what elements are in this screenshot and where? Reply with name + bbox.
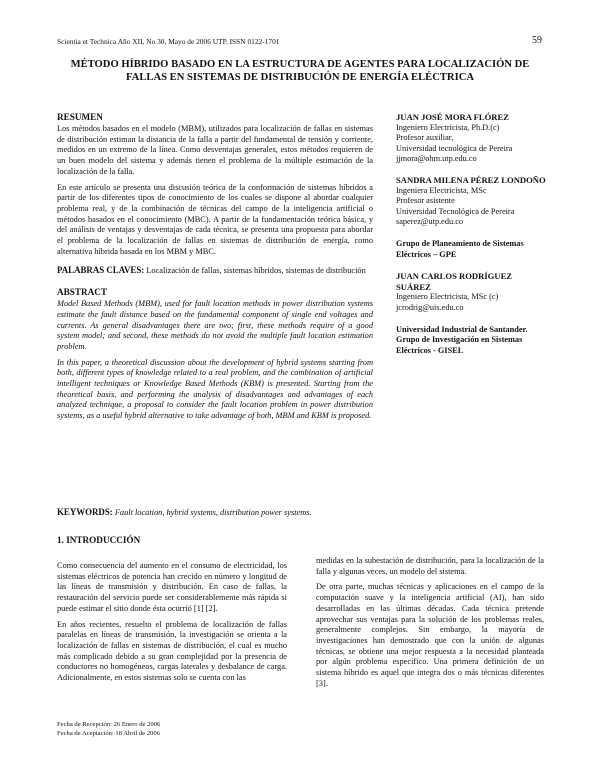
resumen-paragraph: En este artículo se presenta una discusión teórica de la conformación de sistemas híbridos a partir de los diferentes tipos de conocimiento de los cuales se dispone al abordar cualquier problema real, y de la combinación de técnicas del campo de la inteligencia artificial o métodos basados en el conocimiento (MBC). A partir de la fundamentación teórica básica, y del análisis de ventajas y desventajas de cada técnica, se presenta una propuesta para abordar el problema de la localización de fallas en sistemas de distribución de energía, como alternativa híbrida basada en los MBM y MBC. [57, 182, 373, 256]
author-degree: Ingeniera Electricista, MSc [396, 185, 487, 195]
intro-paragraph: En años recientes, resuelto el problema de localización de fallas paralelas en líneas de transmisión, la investigación se orienta a la localización de fallas en sistemas de distribución, el cual es mucho más complicado debido a su gran complejidad por la presencia de conductores no homogéneos, cargas laterales y desbalance de carga. Adicionalmente, en estos sistemas solo se cuenta con las [57, 619, 287, 683]
intro-right-column [316, 556, 544, 694]
author-name: JUAN JOSÉ MORA FLÓREZ [396, 112, 509, 122]
author-email: saperez@utp.edu.co [396, 217, 464, 227]
palabras-claves-text: Localización de fallas, sistemas híbridos, sistemas de distribución [146, 266, 366, 276]
abstract-body [57, 299, 373, 422]
university-group: Universidad Industrial de Santander. Grupo de Investigación en Sistemas Eléctricos - GISEL [396, 324, 528, 355]
paper-title: MÉTODO HÍBRIDO BASADO EN LA ESTRUCTURA DE AGENTES PARA LOCALIZACIÓN DE FALLAS EN SISTEMAS DE DISTRIBUCIÓN DE ENERGÍA ELÉCTRICA [70, 59, 530, 83]
author-position: Profesor auxiliar, [396, 133, 454, 143]
abstract-paragraph: Model Based Methods (MBM), used for fault location methods in power distribution systems estimate the fault distance based on the fundamental component of single end voltages and currents. As general disadvantages there are two; first, these methods require of a good system model; and second, these methods do not avoid the multiple fault location estimation problem. [57, 299, 373, 351]
accepted-date: Fecha de Aceptación: 18 Abril de 2006 [57, 729, 160, 737]
author-email: jjmora@ohm.utp.edu.co [396, 154, 477, 164]
keywords-label: KEYWORDS: [57, 507, 113, 517]
palabras-claves [57, 265, 373, 277]
footer-dates [57, 721, 160, 738]
intro-paragraph: medidas en la subestación de distribución, para la localización de la falla y algunas veces, un modelo del sistema. [316, 556, 544, 576]
author-degree: Ingeniero Electricista, MSc (c) [396, 292, 499, 302]
author-affiliation: Universidad tecnológica de Pereira [396, 143, 513, 153]
intro-paragraph: De otra parte, muchas técnicas y aplicaciones en el campo de la computación suave y la inteligencia artificial (AI), han sido desarrolladas en las últimas décadas. Cada técnica pretende aprovechar sus ventajas para la solución de los problemas reales, generalmente complejos. Sin embargo, la mayoría de investigaciones han demostrado que con la unión de algunas técnicas, se obtiene una mejor respuesta a la necesidad planteada por algún problema específico. Una primera definición de un sistema híbrido es aquel que integra dos o más técnicas diferentes [3]. [316, 582, 544, 688]
author-name: JUAN CARLOS RODRÍGUEZ SUÁREZ [396, 271, 513, 292]
author-name: SANDRA MILENA PÉREZ LONDOÑO [396, 174, 546, 185]
author-email: jcrodrig@uis.edu.co [396, 302, 464, 312]
research-group: Grupo de Planeamiento de Sistemas Eléctricos – GPE [396, 238, 524, 259]
introduccion-heading: 1. INTRODUCCIÓN [57, 535, 141, 545]
author-position: Profesor asistente [396, 196, 455, 206]
resumen-paragraph: Los métodos basados en el modelo (MBM), utilizados para localización de fallas en sistemas de distribución estiman la distancia de la falla a partir del fundamental de tensión y corriente, medidos en un extremo de la línea. Como desventajas generales, estos métodos requieren de un buen modelo del sistema y además tienen el problema de la múltiple estimación de la localización de la falla. [57, 124, 373, 176]
author-degree: Ingeniero Electricista, Ph.D.(c) [396, 122, 500, 132]
intro-left-column [57, 561, 287, 689]
page-number: 59 [532, 35, 542, 46]
resumen-body [57, 124, 373, 257]
received-date: Fecha de Recepción: 26 Enero de 2006 [57, 721, 161, 728]
resumen-heading: RESUMEN [57, 112, 103, 122]
abstract-paragraph: In this paper, a theoretical discussion about the development of hybrid systems starting from both, different types of knowledge related to a real problem, and the combination of artificial intelligent techniques or Knowledge Based Methods (KBM) is presented. Starting from the theoretical basis, and performing the analysis of disadvantages and advantages of each analyzed technique, a proposal to consider the fault location problem in power distribution systems, as a useful hybrid alternative to take advantage of both, MBM and KBM is proposed. [57, 357, 373, 421]
author-affiliation: Universidad Tecnológica de Pereira [396, 206, 515, 216]
journal-header: Scientia et Technica Año XII, No 30, Mayo de 2006 UTP. ISSN 0122-1701 [57, 37, 280, 46]
keywords-text: Fault location, hybrid systems, distribution power systems. [114, 508, 312, 517]
abstract-heading: ABSTRACT [57, 287, 108, 298]
authors-column [396, 112, 546, 356]
abstract-column [57, 112, 373, 427]
keywords [57, 507, 537, 519]
intro-paragraph: Como consecuencia del aumento en el consumo de electricidad, los sistemas eléctricos de potencia han crecido en número y longitud de las líneas de transmisión y distribución. En caso de fallas, la restauración del servicio puede ser considerablemente más rápida si puede estimar el sitio donde ésta ocurrió [1] [2]. [57, 561, 287, 613]
palabras-claves-label: PALABRAS CLAVES: [57, 265, 145, 276]
